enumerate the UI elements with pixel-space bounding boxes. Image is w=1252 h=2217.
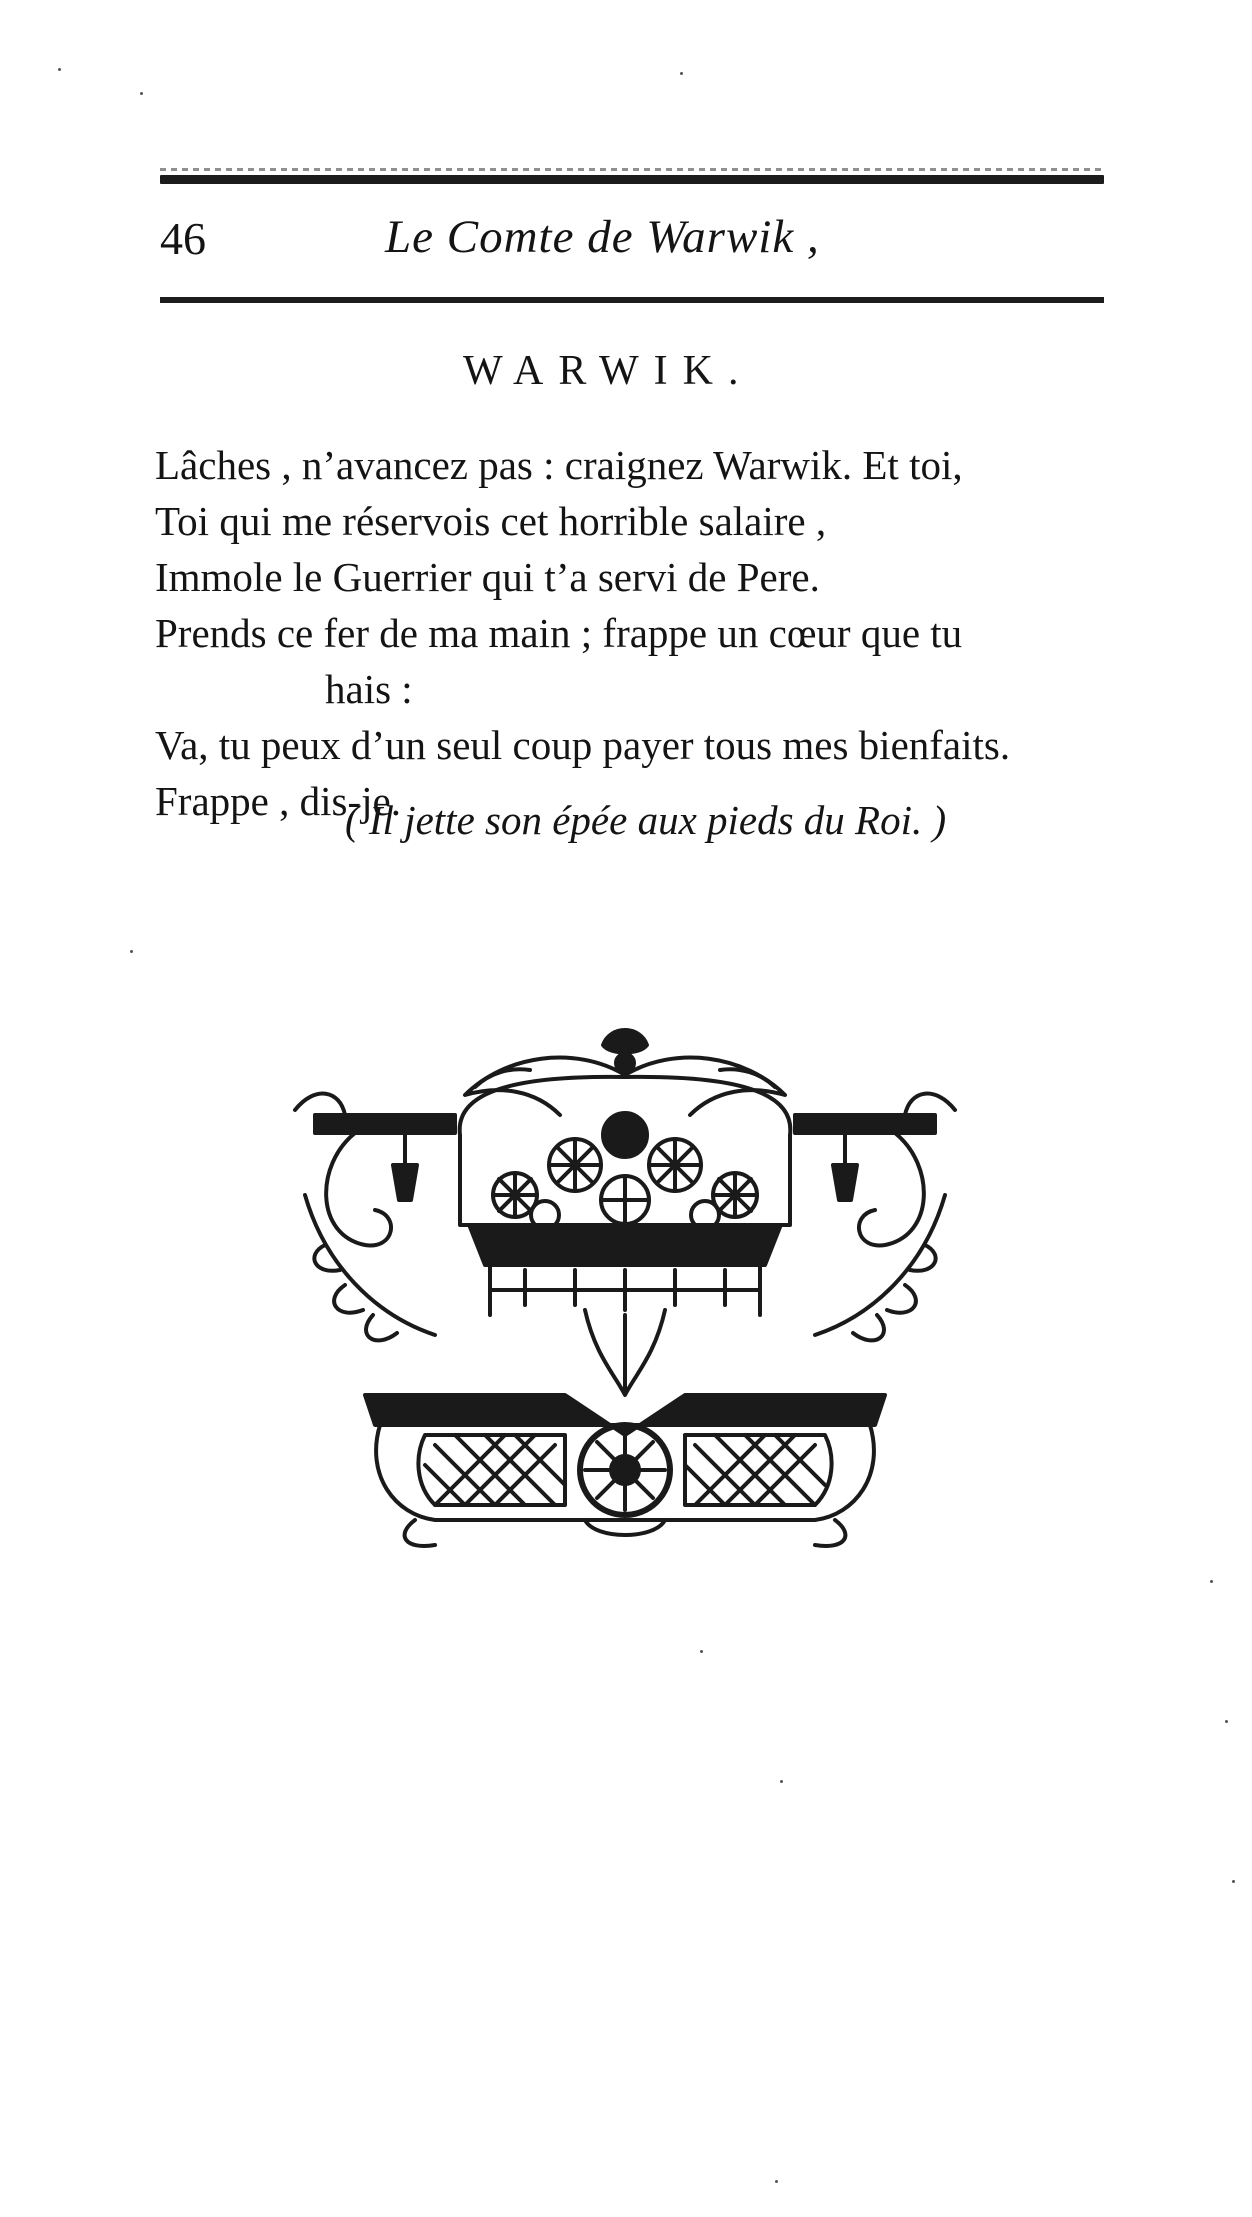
verse-line-continuation: hais : bbox=[325, 666, 413, 712]
paper-speck bbox=[780, 1780, 783, 1783]
header-rule-top bbox=[160, 175, 1104, 184]
header-rule-bottom bbox=[160, 297, 1104, 303]
verse-block bbox=[155, 437, 1115, 829]
verse-line: Immole le Guerrier qui t’a servi de Pere. bbox=[155, 554, 820, 600]
floral-ornament-icon bbox=[285, 1015, 965, 1555]
verse-line: Toi qui me réservois cet horrible salaire , bbox=[155, 498, 827, 544]
paper-speck bbox=[1210, 1580, 1213, 1583]
verse-line: Lâches , n’avancez pas : craignez Warwik. Et toi, bbox=[155, 442, 963, 488]
paper-speck bbox=[700, 1650, 703, 1653]
paper-speck bbox=[140, 92, 143, 95]
speaker-name: WARWIK. bbox=[463, 348, 754, 394]
stage-direction: ( Il jette son épée aux pieds du Roi. ) bbox=[345, 797, 947, 843]
running-title: Le Comte de Warwik , bbox=[385, 211, 820, 263]
paper-speck bbox=[58, 68, 61, 71]
verse-line: Va, tu peux d’un seul coup payer tous mes bienfaits. bbox=[155, 722, 1011, 768]
paper-speck bbox=[130, 950, 133, 953]
paper-speck bbox=[1232, 1880, 1235, 1883]
paper-speck bbox=[680, 72, 683, 75]
verse-line: Frappe , dis-je. bbox=[155, 778, 401, 824]
paper-speck bbox=[775, 2180, 778, 2183]
verse-line: Prends ce fer de ma main ; frappe un cœur que tu bbox=[155, 610, 963, 656]
page-number: 46 bbox=[160, 213, 206, 264]
paper-speck bbox=[1225, 1720, 1228, 1723]
